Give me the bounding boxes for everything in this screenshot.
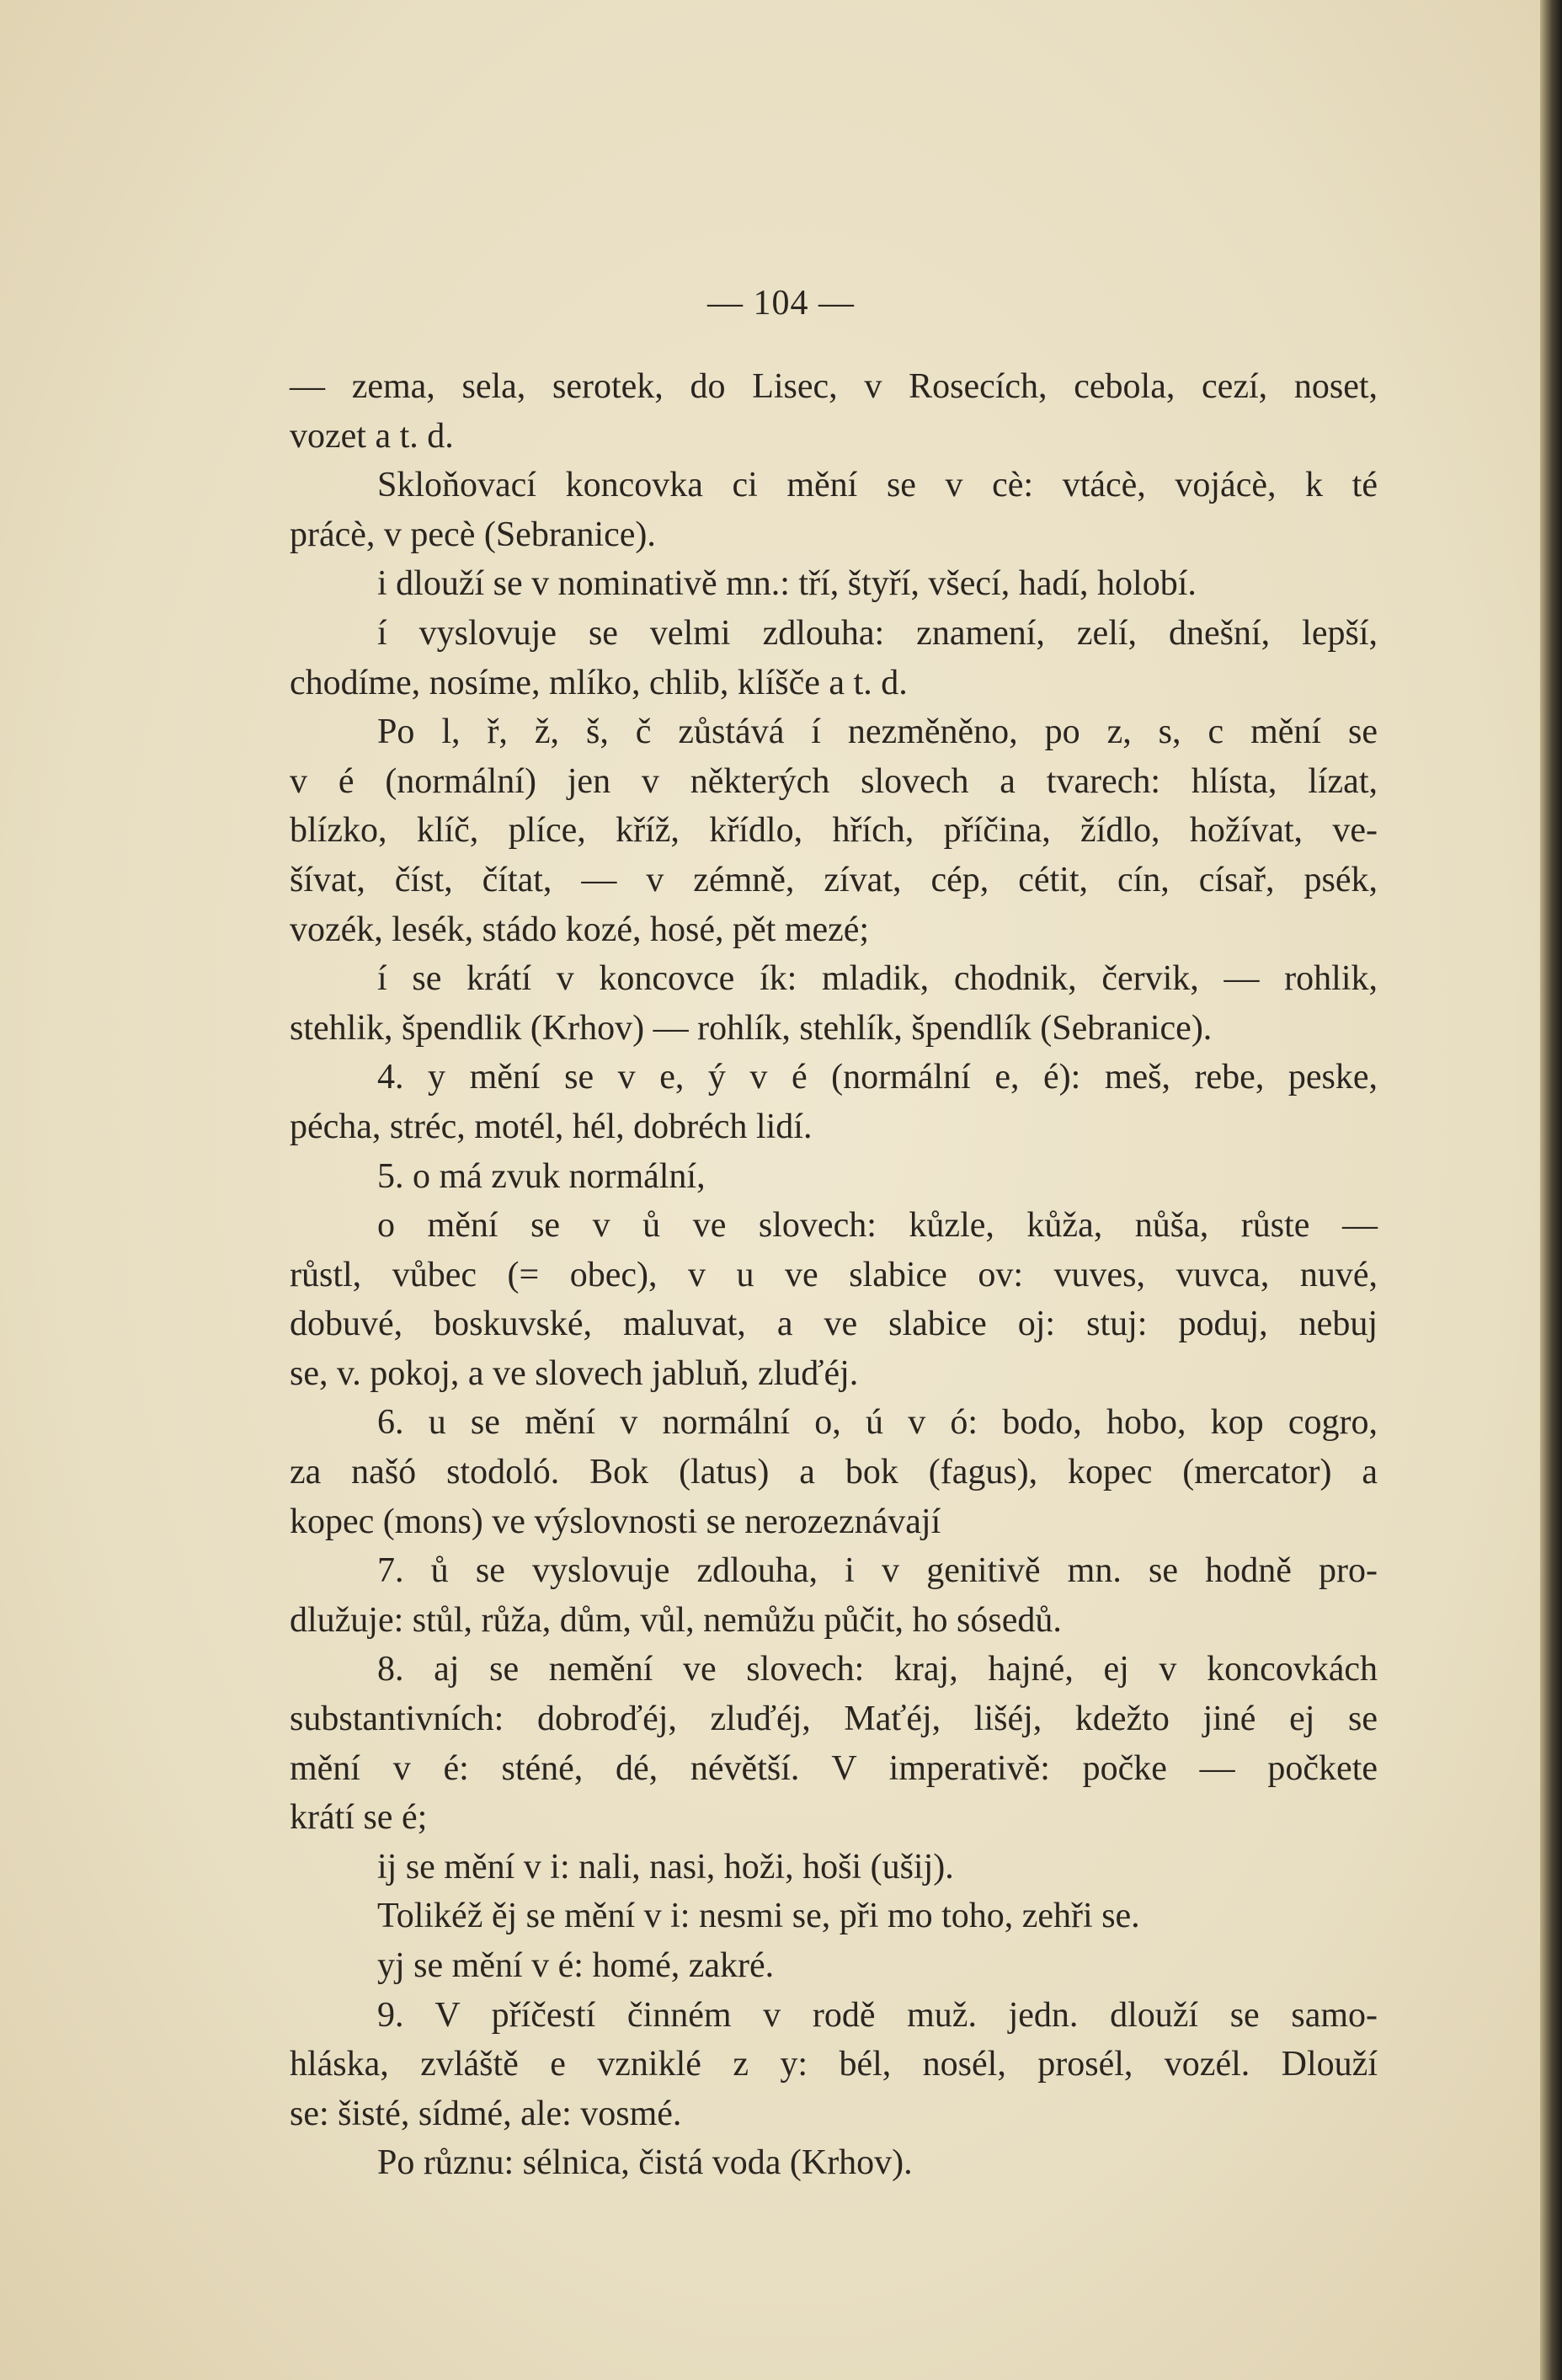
text-line: krátí se é; bbox=[290, 1798, 428, 1838]
text-line: — zema, sela, serotek, do Lisec, v Rosecích, cebola, cezí, noset, bbox=[290, 367, 1378, 406]
text-line: kopec (mons) ve výslovnosti se nerozeznávají bbox=[290, 1502, 941, 1541]
text-line: Skloňovací koncovka ci mění se v cè: vtácè, vojácè, k té bbox=[377, 466, 1378, 505]
text-line: šívat, číst, čítat, — v zémně, zívat, cép, cétit, cín, císař, psék, bbox=[290, 860, 1378, 899]
text-line: Po různu: sélnica, čistá voda (Krhov). bbox=[377, 2143, 913, 2183]
text-line: substantivních: dobroďéj, zluďéj, Maťéj, lišéj, kdežto jiné ej se bbox=[290, 1700, 1378, 1739]
text-line: růstl, vůbec (= obec), v u ve slabice ov: vuves, vuvca, nuvé, bbox=[290, 1255, 1378, 1294]
text-line: se, v. pokoj, a ve slovech jabluň, zluďéj. bbox=[290, 1353, 859, 1393]
text-line: 4. y mění se v e, ý v é (normální e, é): meš, rebe, peske, bbox=[377, 1058, 1378, 1097]
text-line: se: šisté, sídmé, ale: vosmé. bbox=[290, 2094, 682, 2133]
text-line: 9. V příčestí činném v rodě muž. jedn. dlouží se samo- bbox=[377, 1995, 1378, 2035]
text-line: prácè, v pecè (Sebranice). bbox=[290, 515, 656, 554]
page-number: — 104 — bbox=[707, 284, 855, 323]
text-line: 7. ů se vyslovuje zdlouha, i v genitivě mn. se hodně pro- bbox=[377, 1551, 1378, 1591]
text-line: vozék, lesék, stádo kozé, hosé, pět mezé; bbox=[290, 910, 870, 949]
text-line: blízko, klíč, plíce, kříž, křídlo, hřích, příčina, žídlo, hožívat, ve- bbox=[290, 811, 1378, 851]
text-line: ij se mění v i: nali, nasi, hoži, hoši (ušij). bbox=[377, 1847, 954, 1886]
text-line: dlužuje: stůl, růža, dům, vůl, nemůžu půčit, ho sósedů. bbox=[290, 1600, 1062, 1640]
text-line: Po l, ř, ž, š, č zůstává í nezměněno, po z, s, c mění se bbox=[377, 712, 1378, 752]
text-line: i dlouží se v nominativě mn.: tří, štyří, všecí, hadí, holobí. bbox=[377, 564, 1197, 604]
text-line: vozet a t. d. bbox=[290, 416, 454, 456]
text-line: stehlik, špendlik (Krhov) — rohlík, stehlík, špendlík (Sebranice). bbox=[290, 1008, 1213, 1048]
text-line: 8. aj se nemění ve slovech: kraj, hajné, ej v koncovkách bbox=[377, 1650, 1378, 1689]
text-line: za našó stodoló. Bok (latus) a bok (fagus), kopec (mercator) a bbox=[290, 1453, 1378, 1492]
text-line: yj se mění v é: homé, zakré. bbox=[377, 1946, 775, 1985]
text-line: o mění se v ů ve slovech: kůzle, kůža, nůša, růste — bbox=[377, 1206, 1378, 1246]
text-line: mění v é: sténé, dé, névětší. V imperativě: počke — počkete bbox=[290, 1748, 1378, 1788]
text-line: chodíme, nosíme, mlíko, chlib, klíšče a t. d. bbox=[290, 663, 908, 702]
body-text bbox=[290, 362, 1378, 2188]
text-line: pécha, stréc, motél, hél, dobréch lidí. bbox=[290, 1107, 813, 1146]
text-line: v é (normální) jen v některých slovech a tvarech: hlísta, lízat, bbox=[290, 761, 1378, 801]
text-line: 6. u se mění v normální o, ú v ó: bodo, hobo, kop cogro, bbox=[377, 1403, 1378, 1443]
page-edge-shadow bbox=[1540, 0, 1562, 2380]
text-line: í vyslovuje se velmi zdlouha: znamení, zelí, dnešní, lepší, bbox=[377, 613, 1378, 653]
text-line: Tolikéž ěj se mění v i: nesmi se, při mo toho, zehři se. bbox=[377, 1897, 1140, 1936]
text-line: 5. o má zvuk normální, bbox=[377, 1156, 706, 1196]
text-line: hláska, zvláště e vzniklé z y: bél, nosél, prosél, vozél. Dlouží bbox=[290, 2045, 1378, 2084]
text-line: dobuvé, boskuvské, maluvat, a ve slabice oj: stuj: poduj, nebuj bbox=[290, 1305, 1378, 1344]
text-line: í se krátí v koncovce ík: mladik, chodnik, červik, — rohlik, bbox=[377, 959, 1378, 999]
